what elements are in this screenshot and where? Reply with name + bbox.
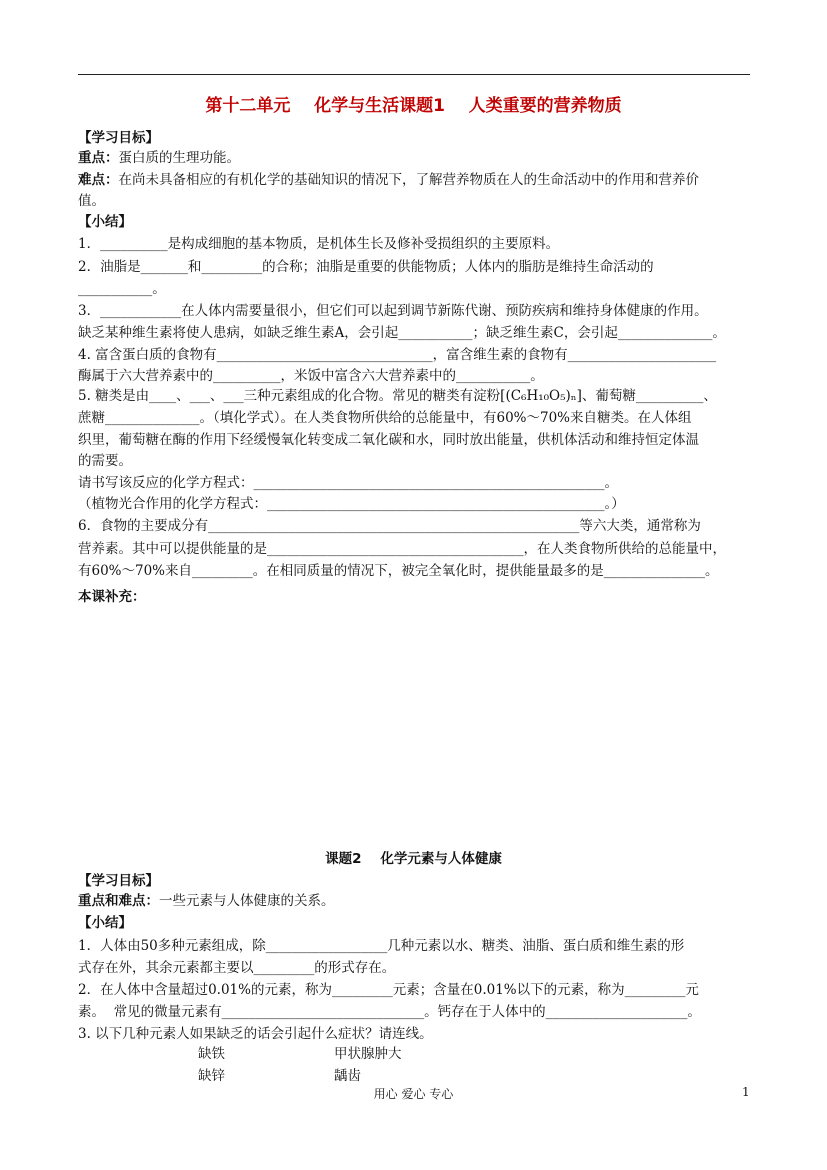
question-2-2b: 素。 常见的微量元素有______________________________。钙存在于人体中的_____________________。 (78, 1004, 701, 1020)
question-5f: （植物光合作用的化学方程式：__________________________________________________。） (78, 496, 625, 512)
question-4b: 酶属于六大营养素中的__________，米饭中富含六大营养素中的___________。 (78, 368, 544, 384)
difficulty-label: 难点： (78, 172, 119, 188)
question-5e: 请书写该反应的化学方程式：____________________________________________________。 (78, 475, 618, 491)
key-point-line (78, 148, 240, 168)
question-2-1a: 1．人体由50多种元素组成，除__________________几种元素以水、糖类、油脂、蛋白质和维生素的形 (78, 938, 685, 954)
footer-motto: 用心 爱心 专心 (373, 1087, 454, 1101)
question-5d: 的需要。 (78, 453, 132, 469)
question-5b: 蔗糖______________。（填化学式）。在人类食物所供给的总能量中，有60%～70%来自糖类。在人体组 (78, 410, 692, 426)
header-rule (78, 74, 750, 75)
question-4a: 4. 富含蛋白质的食物有________________________________，富含维生素的食物有______________________ (78, 347, 717, 363)
question-5c: 织里，葡萄糖在酶的作用下经缓慢氧化转变成二氧化碳和水，同时放出能量，供机体活动和维持恒定体温 (78, 432, 699, 448)
section-2-heading: 课题2 化学元素与人体健康 (325, 851, 502, 867)
question-6b: 营养素。其中可以提供能量的是______________________________________，在人类食物所供给的总能量中， (78, 541, 726, 557)
difficulty-line (78, 170, 699, 190)
question-2-3: 3. 以下几种元素人如果缺乏的话会引起什么症状？请连线。 (78, 1026, 433, 1042)
page-title: 第十二单元 化学与生活课题1 人类重要的营养物质 (205, 96, 622, 116)
question-5a: 5. 糖类是由____、___、___三种元素组成的化合物。常见的糖类有淀粉[(C₆H₁₀O₅)ₙ]、葡萄糖__________、 (78, 388, 717, 404)
key-label-2: 重点和难点： (78, 893, 159, 909)
question-2-2a: 2．在人体中含量超过0.01%的元素，称为_________元素；含量在0.01%以下的元素，称为_________元 (78, 982, 699, 998)
question-1: 1．__________是构成细胞的基本物质，是机体生长及修补受损组织的主要原料。 (78, 236, 560, 252)
objectives-heading: 【学习目标】 (78, 130, 159, 146)
question-3a: 3．____________在人体内需要量很小，但它们可以起到调节新陈代谢、预防疾病和维持身体健康的作用。 (78, 303, 708, 319)
question-3b: 缺乏某种维生素将使人患病，如缺乏维生素A，会引起___________；缺乏维生素C，会引起______________。 (78, 325, 726, 341)
question-2-1b: 式存在外，其余元素都主要以_________的形式存在。 (78, 960, 396, 976)
question-6c: 有60%～70%来自_________。在相同质量的情况下，被完全氧化时，提供能量最多的是_______________。 (78, 563, 719, 579)
match-right-1: 甲状腺肿大 (334, 1046, 402, 1062)
question-2b: ___________。 (78, 281, 166, 297)
match-right-2: 龋齿 (334, 1068, 361, 1084)
question-2a: 2．油脂是_______和_________的合称；油脂是重要的供能物质；人体内的脂肪是维持生命活动的 (78, 259, 654, 275)
difficulty-cont: 值。 (78, 193, 105, 209)
question-6a: 6．食物的主要成分有_______________________________________________________等六大类，通常称为 (78, 518, 701, 534)
objectives-heading-2: 【学习目标】 (78, 873, 159, 889)
key-point-text: 蛋白质的生理功能。 (118, 150, 240, 166)
difficulty-text: 在尚未具备相应的有机化学的基础知识的情况下，了解营养物质在人的生命活动中的作用和营养价 (118, 172, 699, 188)
summary-heading: 【小结】 (78, 214, 132, 230)
key-point-label: 重点： (78, 150, 119, 166)
key-line-2 (78, 891, 335, 911)
supplement-label: 本课补充： (78, 589, 146, 605)
match-left-1: 缺铁 (198, 1046, 225, 1062)
key-text-2: 一些元素与人体健康的关系。 (159, 893, 335, 909)
summary-heading-2: 【小结】 (78, 915, 132, 931)
page-number: 1 (742, 1085, 750, 1099)
match-left-2: 缺锌 (198, 1068, 225, 1084)
